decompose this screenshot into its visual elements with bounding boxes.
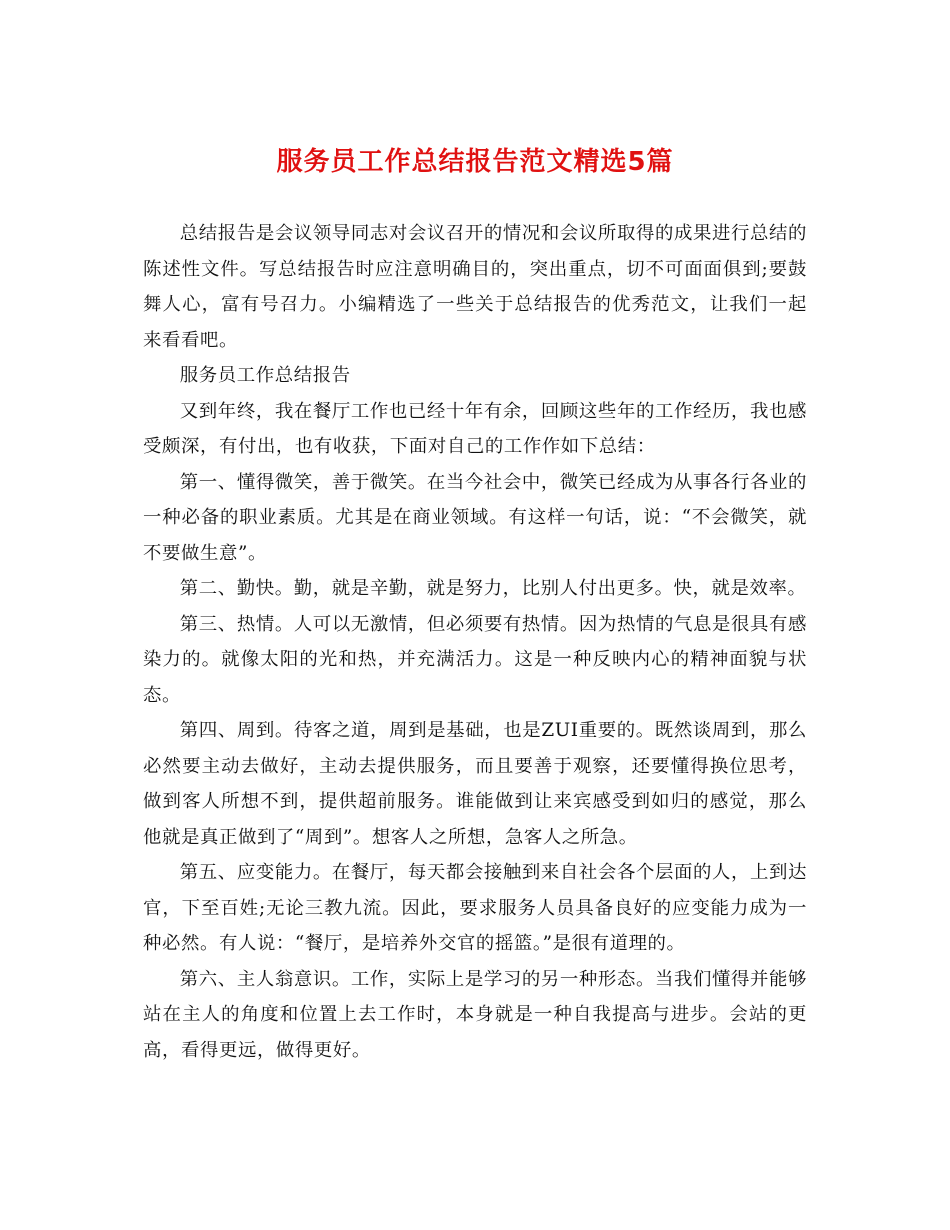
paragraph-point-1: 第一、懂得微笑，善于微笑。在当今社会中，微笑已经成为从事各行各业的一种必备的职业素质。尤其是在商业领域。有这样一句话，说：“不会微笑，就不要做生意”。: [143, 471, 807, 564]
paragraph-intro: 总结报告是会议领导同志对会议召开的情况和会议所取得的成果进行总结的陈述性文件。写总结报告时应注意明确目的，突出重点，切不可面面俱到;要鼓舞人心，富有号召力。小编精选了一些关于总结报告的优秀范文，让我们一起来看看吧。: [143, 223, 807, 351]
document-body: [143, 216, 807, 1068]
paragraph-point-5: 第五、应变能力。在餐厅，每天都会接触到来自社会各个层面的人，上到达官，下至百姓;无论三教九流。因此，要求服务人员具备良好的应变能力成为一种必然。有人说：“餐厅，是培养外交官的摇篮。”是很有道理的。: [143, 862, 807, 954]
paragraph-point-3: 第三、热情。人可以无激情，但必须要有热情。因为热情的气息是很具有感染力的。就像太阳的光和热，并充满活力。这是一种反映内心的精神面貌与状态。: [143, 613, 807, 706]
paragraph-opening: 又到年终，我在餐厅工作也已经十年有余，回顾这些年的工作经历，我也感受颇深，有付出，也有收获，下面对自己的工作作如下总结：: [143, 400, 807, 457]
document-title: 服务员工作总结报告范文精选5篇: [276, 147, 674, 177]
paragraph-subtitle: 服务员工作总结报告: [179, 365, 351, 386]
paragraph-point-2: 第二、勤快。勤，就是辛勤，就是努力，比别人付出更多。快，就是效率。: [179, 578, 807, 599]
paragraph-point-6: 第六、主人翁意识。工作，实际上是学习的另一种形态。当我们懂得并能够站在主人的角度和位置上去工作时，本身就是一种自我提高与进步。会站的更高，看得更远，做得更好。: [143, 968, 807, 1061]
paragraph-point-4: 第四、周到。待客之道，周到是基础，也是ZUI重要的。既然谈周到，那么必然要主动去做好，主动去提供服务，而且要善于观察，还要懂得换位思考，做到客人所想不到，提供超前服务。谁能做到让来宾感受到如归的感觉，那么他就是真正做到了“周到”。想客人之所想，急客人之所急。: [143, 720, 807, 848]
